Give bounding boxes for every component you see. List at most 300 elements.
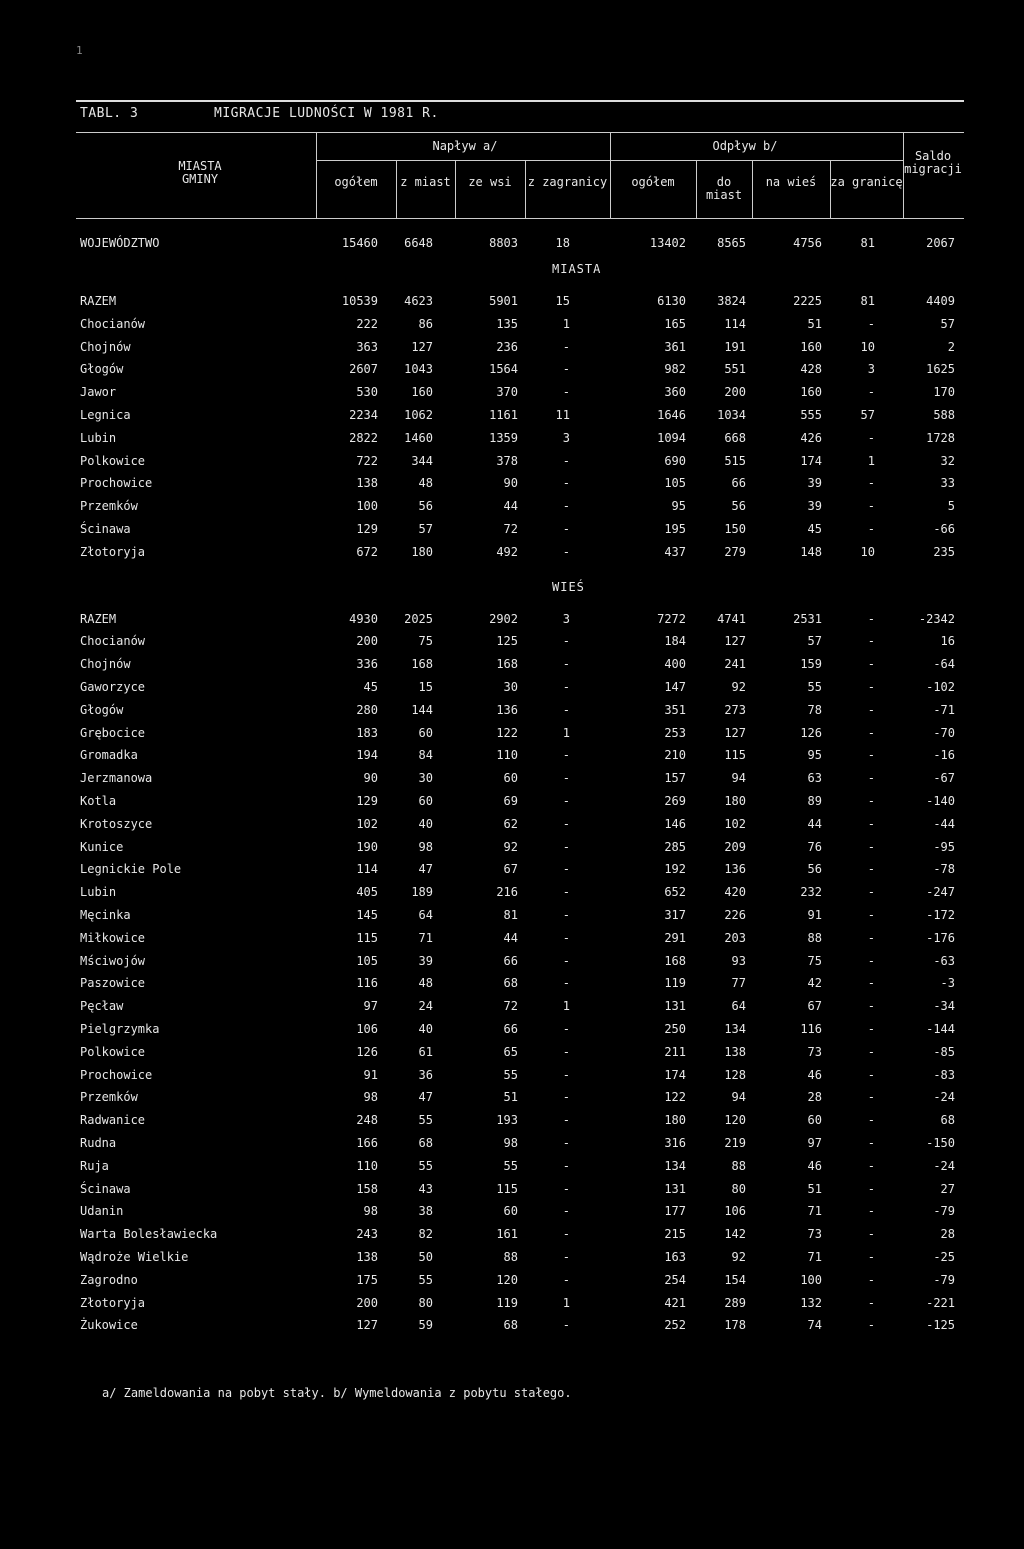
table-row	[0, 362, 1024, 382]
outflow-abroad-cell: -	[867, 522, 875, 536]
outflow-total-cell: 316	[664, 1136, 686, 1150]
inflow-total-cell: 100	[356, 499, 378, 514]
table-row	[0, 431, 1024, 451]
header-divider	[830, 160, 831, 218]
inflow-from-villages-cell: 55	[503, 1067, 518, 1082]
row-label: Głogów	[80, 702, 124, 717]
outflow-to-towns-cell: 94	[731, 771, 746, 786]
outflow-to-towns-cell: 92	[731, 1250, 746, 1264]
inflow-from-abroad-cell: 1	[562, 316, 570, 331]
inflow-from-towns-cell: 39	[418, 953, 433, 968]
inflow-from-abroad-cell: -	[562, 453, 570, 468]
inflow-from-villages-cell: 68	[503, 1318, 518, 1333]
inflow-from-abroad-cell: -	[562, 680, 570, 694]
migration-balance-cell: 5	[947, 499, 955, 514]
outflow-abroad-cell: -	[867, 611, 875, 626]
row-label: Rudna	[80, 1136, 117, 1150]
inflow-from-villages-cell: 5901	[489, 294, 518, 308]
inflow-from-abroad-cell: -	[562, 953, 570, 968]
inflow-from-villages-cell: 51	[503, 1090, 518, 1105]
inflow-total-cell: 336	[356, 657, 378, 672]
outflow-to-villages-cell: 39	[807, 499, 822, 514]
inflow-total-cell: 129	[356, 522, 378, 536]
outflow-total-cell: 437	[664, 544, 686, 559]
outflow-to-towns-cell: 3824	[717, 294, 746, 308]
table-row	[0, 726, 1024, 746]
inflow-from-abroad-cell: -	[562, 1204, 570, 1219]
row-label: RAZEM	[80, 611, 117, 626]
table-row	[0, 657, 1024, 677]
migration-balance-cell: -172	[926, 908, 955, 922]
outflow-to-villages-cell: 71	[807, 1204, 822, 1219]
inflow-from-abroad-cell: -	[562, 634, 570, 649]
inflow-total-cell: 2607	[349, 362, 378, 377]
inflow-from-abroad-cell: -	[562, 930, 570, 945]
row-label: Jerzmanowa	[80, 771, 153, 786]
inflow-from-villages-cell: 62	[503, 816, 518, 831]
page-number: 1	[76, 44, 83, 57]
inflow-from-abroad-cell: 3	[562, 611, 570, 626]
header-mid-rule	[316, 160, 903, 161]
row-label: Złotoryja	[80, 1295, 146, 1310]
outflow-abroad-cell: 81	[860, 236, 875, 250]
inflow-from-villages-cell: 88	[503, 1250, 518, 1264]
outflow-abroad-cell: -	[867, 1250, 875, 1264]
outflow-to-villages-cell: 89	[807, 794, 822, 808]
inflow-from-towns-cell: 64	[418, 908, 433, 922]
inflow-from-villages-cell: 69	[503, 794, 518, 808]
outflow-to-villages-cell: 60	[807, 1113, 822, 1128]
outflow-abroad-cell: -	[867, 976, 875, 991]
table-row	[0, 1022, 1024, 1042]
row-label: Krotoszyce	[80, 816, 153, 831]
inflow-from-towns-cell: 68	[418, 1136, 433, 1150]
outflow-to-villages-cell: 28	[807, 1090, 822, 1105]
row-label: Udanin	[80, 1204, 124, 1219]
row-label: Polkowice	[80, 453, 146, 468]
inflow-total-cell: 183	[356, 725, 378, 740]
inflow-from-towns-cell: 61	[418, 1044, 433, 1059]
outflow-to-towns-cell: 209	[724, 839, 746, 854]
outflow-to-towns-cell: 138	[724, 1044, 746, 1059]
outflow-total-cell: 157	[664, 771, 686, 786]
inflow-from-towns-cell: 80	[418, 1295, 433, 1310]
header-top-rule	[76, 132, 964, 133]
row-label: Przemków	[80, 499, 138, 514]
outflow-total-cell: 165	[664, 316, 686, 331]
outflow-total-cell: 210	[664, 748, 686, 763]
inflow-total-cell: 138	[356, 476, 378, 491]
migration-balance-cell: -16	[933, 748, 955, 763]
outflow-total-cell: 215	[664, 1227, 686, 1242]
inflow-total-cell: 45	[363, 680, 378, 694]
outflow-total-cell: 177	[664, 1204, 686, 1219]
inflow-from-abroad-cell: -	[562, 657, 570, 672]
inflow-from-villages-cell: 168	[496, 657, 518, 672]
migration-balance-cell: -78	[933, 862, 955, 877]
outflow-to-towns-cell: 120	[724, 1113, 746, 1128]
outflow-to-villages-cell: 2225	[793, 294, 822, 308]
inflow-from-towns-cell: 180	[411, 544, 433, 559]
inflow-from-towns-cell: 56	[418, 499, 433, 514]
inflow-from-abroad-cell: 1	[562, 1295, 570, 1310]
inflow-from-villages-cell: 72	[503, 522, 518, 536]
inflow-from-abroad-cell: -	[562, 339, 570, 354]
outflow-abroad-cell: 81	[860, 294, 875, 308]
migration-balance-cell: -140	[926, 794, 955, 808]
row-label: Jawor	[80, 385, 117, 400]
header-bottom-rule	[76, 218, 964, 219]
inflow-total-cell: 200	[356, 1295, 378, 1310]
migration-balance-cell: -63	[933, 953, 955, 968]
outflow-to-towns-cell: 115	[724, 748, 746, 763]
inflow-from-villages-cell: 236	[496, 339, 518, 354]
table-heading: MIGRACJE LUDNOŚCI W 1981 R.	[214, 106, 439, 121]
header-inflow: Napływ a/	[432, 139, 498, 153]
inflow-from-abroad-cell: -	[562, 862, 570, 877]
inflow-from-towns-cell: 127	[411, 339, 433, 354]
inflow-from-abroad-cell: -	[562, 1181, 570, 1196]
outflow-to-towns-cell: 128	[724, 1067, 746, 1082]
header-outflow: Odpływ b/	[712, 139, 778, 153]
inflow-from-villages-cell: 60	[503, 771, 518, 786]
outflow-total-cell: 131	[664, 999, 686, 1014]
row-label: Gaworzyce	[80, 680, 146, 694]
inflow-from-villages-cell: 66	[503, 1022, 518, 1036]
outflow-to-villages-cell: 97	[807, 1136, 822, 1150]
header-subcol: za granicę	[830, 175, 903, 189]
inflow-from-towns-cell: 55	[418, 1158, 433, 1173]
inflow-from-villages-cell: 1161	[489, 408, 518, 422]
inflow-from-abroad-cell: -	[562, 839, 570, 854]
outflow-to-villages-cell: 426	[800, 430, 822, 445]
outflow-total-cell: 317	[664, 908, 686, 922]
row-label: Zagrodno	[80, 1272, 138, 1287]
outflow-to-villages-cell: 55	[807, 680, 822, 694]
migration-balance-cell: -150	[926, 1136, 955, 1150]
outflow-to-towns-cell: 515	[724, 453, 746, 468]
row-label: Prochowice	[80, 476, 153, 491]
migration-balance-cell: -3	[940, 976, 955, 991]
outflow-to-villages-cell: 159	[800, 657, 822, 672]
table-row	[0, 1204, 1024, 1224]
table-row	[0, 1045, 1024, 1065]
outflow-abroad-cell: -	[867, 634, 875, 649]
inflow-total-cell: 2234	[349, 408, 378, 422]
inflow-from-towns-cell: 55	[418, 1113, 433, 1128]
outflow-to-towns-cell: 289	[724, 1295, 746, 1310]
outflow-total-cell: 146	[664, 816, 686, 831]
inflow-from-abroad-cell: -	[562, 1318, 570, 1333]
inflow-from-towns-cell: 47	[418, 1090, 433, 1105]
outflow-abroad-cell: -	[867, 702, 875, 717]
inflow-from-abroad-cell: -	[562, 748, 570, 763]
inflow-from-villages-cell: 125	[496, 634, 518, 649]
outflow-total-cell: 131	[664, 1181, 686, 1196]
footnote: a/ Zameldowania na pobyt stały. b/ Wymeldowania z pobytu stałego.	[102, 1386, 572, 1400]
inflow-total-cell: 114	[356, 862, 378, 877]
outflow-abroad-cell: -	[867, 680, 875, 694]
header-subcol: z zagranicy	[527, 175, 608, 189]
outflow-to-villages-cell: 232	[800, 885, 822, 900]
outflow-total-cell: 652	[664, 885, 686, 900]
outflow-total-cell: 184	[664, 634, 686, 649]
inflow-total-cell: 91	[363, 1067, 378, 1082]
outflow-abroad-cell: -	[867, 385, 875, 400]
inflow-from-villages-cell: 492	[496, 544, 518, 559]
inflow-total-cell: 115	[356, 930, 378, 945]
inflow-from-abroad-cell: 15	[555, 294, 570, 308]
inflow-from-abroad-cell: -	[562, 544, 570, 559]
migration-balance-cell: 2067	[926, 236, 955, 250]
inflow-total-cell: 126	[356, 1044, 378, 1059]
row-label: Polkowice	[80, 1044, 146, 1059]
outflow-to-villages-cell: 56	[807, 862, 822, 877]
outflow-to-villages-cell: 74	[807, 1318, 822, 1333]
inflow-from-villages-cell: 92	[503, 839, 518, 854]
outflow-to-towns-cell: 551	[724, 362, 746, 377]
outflow-total-cell: 291	[664, 930, 686, 945]
outflow-to-towns-cell: 80	[731, 1181, 746, 1196]
outflow-total-cell: 1094	[657, 430, 686, 445]
outflow-to-villages-cell: 126	[800, 725, 822, 740]
outflow-abroad-cell: -	[867, 476, 875, 491]
outflow-to-villages-cell: 555	[800, 408, 822, 422]
inflow-total-cell: 248	[356, 1113, 378, 1128]
outflow-to-villages-cell: 95	[807, 748, 822, 763]
row-label: Głogów	[80, 362, 124, 377]
table-row	[0, 454, 1024, 474]
inflow-total-cell: 10539	[341, 294, 378, 308]
outflow-total-cell: 421	[664, 1295, 686, 1310]
inflow-from-towns-cell: 1062	[404, 408, 433, 422]
outflow-abroad-cell: -	[867, 771, 875, 786]
outflow-abroad-cell: -	[867, 1318, 875, 1333]
migration-balance-cell: -67	[933, 771, 955, 786]
inflow-from-villages-cell: 30	[503, 680, 518, 694]
inflow-from-abroad-cell: -	[562, 976, 570, 991]
inflow-total-cell: 222	[356, 316, 378, 331]
inflow-from-towns-cell: 48	[418, 476, 433, 491]
migration-balance-cell: 16	[940, 634, 955, 649]
outflow-to-villages-cell: 57	[807, 634, 822, 649]
outflow-to-villages-cell: 42	[807, 976, 822, 991]
outflow-to-towns-cell: 154	[724, 1272, 746, 1287]
migration-balance-cell: -79	[933, 1272, 955, 1287]
outflow-to-villages-cell: 51	[807, 1181, 822, 1196]
inflow-from-villages-cell: 68	[503, 976, 518, 991]
migration-balance-cell: 1625	[926, 362, 955, 377]
row-label: Mściwojów	[80, 953, 146, 968]
table-row	[0, 1296, 1024, 1316]
outflow-to-villages-cell: 44	[807, 816, 822, 831]
outflow-to-villages-cell: 2531	[793, 611, 822, 626]
outflow-abroad-cell: 1	[867, 453, 875, 468]
outflow-total-cell: 174	[664, 1067, 686, 1082]
outflow-abroad-cell: -	[867, 862, 875, 877]
header-divider	[752, 160, 753, 218]
outflow-to-towns-cell: 64	[731, 999, 746, 1014]
outflow-abroad-cell: -	[867, 1181, 875, 1196]
outflow-total-cell: 254	[664, 1272, 686, 1287]
outflow-total-cell: 361	[664, 339, 686, 354]
row-label: Chocianów	[80, 316, 146, 331]
outflow-to-villages-cell: 46	[807, 1067, 822, 1082]
inflow-from-abroad-cell: 18	[555, 236, 570, 250]
table-row	[0, 634, 1024, 654]
outflow-to-villages-cell: 51	[807, 316, 822, 331]
outflow-to-towns-cell: 66	[731, 476, 746, 491]
inflow-from-abroad-cell: -	[562, 908, 570, 922]
row-label: Przemków	[80, 1090, 138, 1105]
inflow-from-villages-cell: 67	[503, 862, 518, 877]
outflow-total-cell: 180	[664, 1113, 686, 1128]
inflow-from-towns-cell: 60	[418, 794, 433, 808]
outflow-abroad-cell: -	[867, 1136, 875, 1150]
table-row	[0, 612, 1024, 632]
inflow-from-abroad-cell: -	[562, 1113, 570, 1128]
table-row	[0, 1136, 1024, 1156]
outflow-abroad-cell: -	[867, 794, 875, 808]
table-title	[80, 106, 439, 121]
row-label: Prochowice	[80, 1067, 153, 1082]
row-label: Złotoryja	[80, 544, 146, 559]
inflow-from-towns-cell: 30	[418, 771, 433, 786]
migration-balance-cell: 68	[940, 1113, 955, 1128]
outflow-abroad-cell: -	[867, 748, 875, 763]
outflow-to-villages-cell: 76	[807, 839, 822, 854]
outflow-abroad-cell: -	[867, 885, 875, 900]
outflow-to-villages-cell: 174	[800, 453, 822, 468]
inflow-from-towns-cell: 86	[418, 316, 433, 331]
outflow-total-cell: 13402	[649, 236, 686, 250]
outflow-total-cell: 400	[664, 657, 686, 672]
inflow-from-villages-cell: 216	[496, 885, 518, 900]
inflow-from-villages-cell: 2902	[489, 611, 518, 626]
migration-balance-cell: -25	[933, 1250, 955, 1264]
inflow-from-abroad-cell: -	[562, 476, 570, 491]
inflow-total-cell: 190	[356, 839, 378, 854]
header-subcol: na wieś	[765, 175, 817, 189]
inflow-total-cell: 4930	[349, 611, 378, 626]
table-row	[0, 840, 1024, 860]
inflow-from-villages-cell: 72	[503, 999, 518, 1014]
inflow-total-cell: 98	[363, 1090, 378, 1105]
outflow-abroad-cell: 10	[860, 339, 875, 354]
inflow-total-cell: 138	[356, 1250, 378, 1264]
inflow-from-abroad-cell: -	[562, 385, 570, 400]
row-label: Warta Bolesławiecka	[80, 1227, 218, 1242]
outflow-abroad-cell: -	[867, 499, 875, 514]
header-subcol: ze wsi	[468, 175, 512, 189]
outflow-abroad-cell: 3	[867, 362, 875, 377]
inflow-from-abroad-cell: -	[562, 499, 570, 514]
outflow-abroad-cell: -	[867, 1090, 875, 1105]
inflow-total-cell: 110	[356, 1158, 378, 1173]
inflow-from-towns-cell: 1043	[404, 362, 433, 377]
inflow-from-towns-cell: 84	[418, 748, 433, 763]
inflow-from-towns-cell: 2025	[404, 611, 433, 626]
inflow-from-villages-cell: 1359	[489, 430, 518, 445]
header-subcol: ogółem	[334, 175, 378, 189]
inflow-from-towns-cell: 48	[418, 976, 433, 991]
outflow-abroad-cell: -	[867, 999, 875, 1014]
migration-balance-cell: 2	[947, 339, 955, 354]
outflow-abroad-cell: -	[867, 316, 875, 331]
migration-balance-cell: -79	[933, 1204, 955, 1219]
outflow-to-towns-cell: 150	[724, 522, 746, 536]
inflow-from-abroad-cell: -	[562, 522, 570, 536]
table-row	[0, 1273, 1024, 1293]
outflow-to-towns-cell: 136	[724, 862, 746, 877]
table-row	[0, 748, 1024, 768]
inflow-total-cell: 145	[356, 908, 378, 922]
inflow-from-villages-cell: 8803	[489, 236, 518, 250]
migration-balance-cell: -24	[933, 1158, 955, 1173]
section-title: MIASTA	[552, 262, 602, 276]
outflow-to-towns-cell: 200	[724, 385, 746, 400]
inflow-from-villages-cell: 66	[503, 953, 518, 968]
inflow-from-abroad-cell: -	[562, 885, 570, 900]
inflow-from-towns-cell: 47	[418, 862, 433, 877]
inflow-from-abroad-cell: -	[562, 1022, 570, 1036]
migration-balance-cell: 32	[940, 453, 955, 468]
inflow-from-towns-cell: 168	[411, 657, 433, 672]
outflow-to-towns-cell: 191	[724, 339, 746, 354]
row-label: Legnica	[80, 408, 131, 422]
inflow-from-villages-cell: 44	[503, 499, 518, 514]
inflow-total-cell: 405	[356, 885, 378, 900]
inflow-total-cell: 127	[356, 1318, 378, 1333]
inflow-from-abroad-cell: -	[562, 771, 570, 786]
inflow-from-towns-cell: 6648	[404, 236, 433, 250]
row-label: Miłkowice	[80, 930, 146, 945]
outflow-to-villages-cell: 46	[807, 1158, 822, 1173]
outflow-to-villages-cell: 148	[800, 544, 822, 559]
inflow-total-cell: 98	[363, 1204, 378, 1219]
inflow-total-cell: 102	[356, 816, 378, 831]
table-row	[0, 862, 1024, 882]
inflow-from-villages-cell: 193	[496, 1113, 518, 1128]
outflow-total-cell: 982	[664, 362, 686, 377]
inflow-from-abroad-cell: 11	[555, 408, 570, 422]
outflow-abroad-cell: -	[867, 908, 875, 922]
inflow-from-towns-cell: 55	[418, 1272, 433, 1287]
outflow-total-cell: 192	[664, 862, 686, 877]
outflow-total-cell: 7272	[657, 611, 686, 626]
outflow-abroad-cell: 57	[860, 408, 875, 422]
outflow-to-towns-cell: 127	[724, 634, 746, 649]
inflow-total-cell: 363	[356, 339, 378, 354]
table-row	[0, 817, 1024, 837]
migration-balance-cell: -44	[933, 816, 955, 831]
inflow-from-towns-cell: 43	[418, 1181, 433, 1196]
table-row	[0, 999, 1024, 1019]
outflow-to-towns-cell: 219	[724, 1136, 746, 1150]
header-divider	[610, 132, 611, 218]
outflow-total-cell: 252	[664, 1318, 686, 1333]
outflow-total-cell: 95	[671, 499, 686, 514]
row-label: Pielgrzymka	[80, 1022, 160, 1036]
inflow-from-villages-cell: 161	[496, 1227, 518, 1242]
outflow-to-towns-cell: 8565	[717, 236, 746, 250]
header-balance: Saldo migracji	[904, 149, 962, 176]
inflow-from-abroad-cell: -	[562, 362, 570, 377]
inflow-from-towns-cell: 38	[418, 1204, 433, 1219]
top-rule	[76, 100, 964, 102]
outflow-to-towns-cell: 420	[724, 885, 746, 900]
outflow-total-cell: 351	[664, 702, 686, 717]
